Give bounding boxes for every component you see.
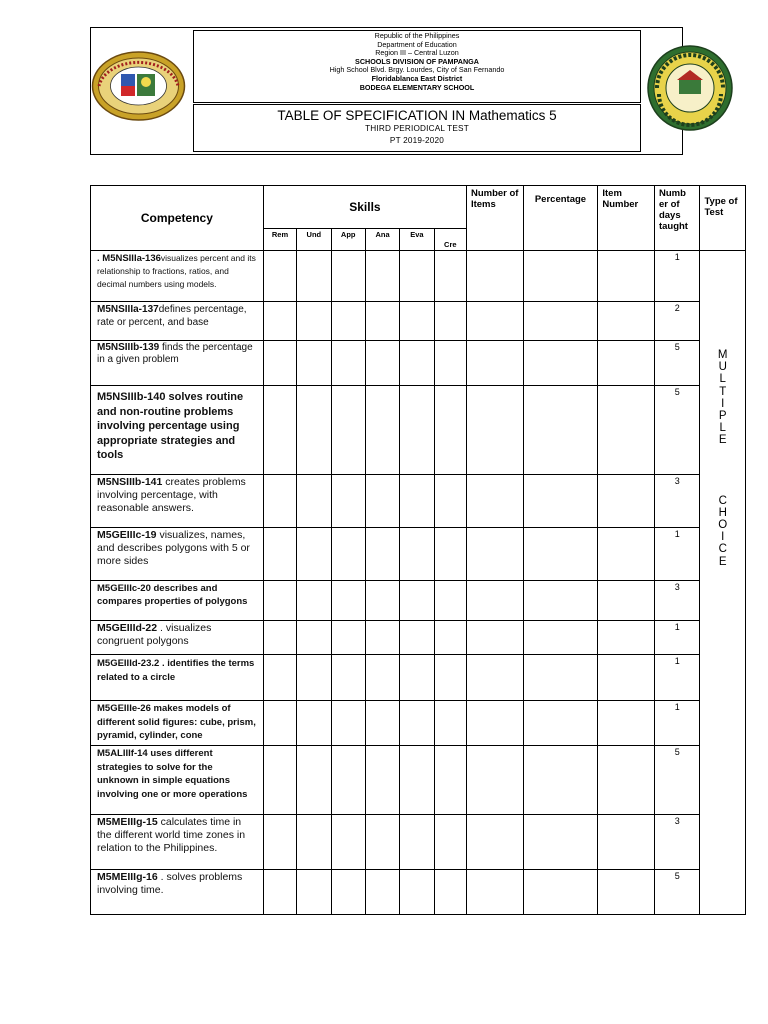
competency-code: M5MEIIIg-15 [97, 816, 158, 828]
competency-cell [91, 251, 264, 302]
competency-text: defines percentage, rate or percent, and base [97, 304, 247, 328]
table-row [91, 302, 746, 341]
type-letter: P [718, 410, 727, 423]
days-cell: 5 [654, 341, 699, 386]
competency-text: . visualizes congruent polygons [97, 622, 212, 647]
table-row [91, 475, 746, 528]
table-row [91, 870, 746, 915]
test-period: PT 2019-2020 [389, 136, 445, 145]
days-taught-header: Numb er of days taught [654, 186, 699, 251]
table-row [91, 746, 746, 815]
competency-text: makes models of different solid figures: cube, prism, pyramid, cylinder, cone [97, 703, 256, 741]
school-seal-logo [645, 44, 735, 132]
competency-cell [91, 581, 264, 621]
table-row [91, 581, 746, 621]
competency-cell [91, 341, 264, 386]
division-address: High School Blvd. Brgy. Lourdes, City of San Fernando [329, 65, 505, 75]
type-letter: C [718, 494, 727, 507]
type-letter: O [718, 519, 728, 532]
skill-eva-header: Eva [400, 229, 434, 251]
test-subtitle: THIRD PERIODICAL TEST [365, 124, 469, 133]
days-cell: 1 [654, 621, 699, 655]
header-line: Region III – Central Luzon [375, 48, 459, 58]
type-letter: T [719, 385, 727, 398]
table-row [91, 386, 746, 475]
specification-table [90, 185, 746, 915]
competency-code: M5GEIIIe-26 [97, 703, 151, 714]
days-cell: 5 [654, 386, 699, 475]
skill-rem-header: Rem [263, 229, 296, 251]
competency-code: M5NSIIIb-141 [97, 476, 163, 488]
table-row [91, 251, 746, 302]
competency-text: calculates time in the different world time zones in relation to the Philippines. [97, 816, 246, 854]
competency-cell [91, 655, 264, 701]
competency-cell [91, 302, 264, 341]
table-row [91, 701, 746, 746]
percentage-header: Percentage [523, 186, 598, 251]
competency-code: M5NSIIIa-137 [97, 304, 159, 315]
type-letter: L [719, 373, 726, 386]
institution-header [193, 30, 641, 103]
type-letter: L [719, 422, 726, 435]
competency-cell [91, 701, 264, 746]
type-letter: M [717, 349, 728, 361]
skills-header: Skills [263, 186, 466, 229]
competency-code: M5GEIIId-22 [97, 622, 158, 634]
skill-ana-header: Ana [365, 229, 399, 251]
competency-cell [91, 475, 264, 528]
competency-code: M5NSIIIb-140 [97, 391, 166, 403]
competency-code: M5GEIIId-23.2 [97, 658, 160, 669]
competency-text: solves routine and non-routine problems involving percentage using appropriate strategies and tools [97, 391, 244, 461]
competency-cell [91, 621, 264, 655]
title-box [193, 104, 641, 152]
competency-code: M5GEIIIc-20 [97, 583, 151, 594]
days-cell: 2 [654, 302, 699, 341]
skill-cre-header: Cre [434, 229, 466, 251]
type-letter: I [721, 397, 725, 410]
type-of-test-cell [700, 251, 746, 915]
type-letter: E [718, 555, 727, 568]
page-title: TABLE OF SPECIFICATION IN Mathematics 5 [277, 108, 557, 123]
type-letter: H [718, 506, 727, 519]
competency-header: Competency [91, 186, 264, 251]
days-cell: 3 [654, 815, 699, 870]
school-name: BODEGA ELEMENTARY SCHOOL [359, 82, 475, 92]
competency-cell [91, 528, 264, 581]
competency-text: visualizes, names, and describes polygons with 5 or more sides [97, 529, 250, 567]
type-of-test-header: Type of Test [700, 186, 746, 251]
days-cell: 5 [654, 746, 699, 815]
competency-code: M5GEIIIc-19 [97, 529, 157, 541]
competency-code: M5MEIIIg-16 [97, 871, 158, 883]
competency-cell [91, 815, 264, 870]
days-cell: 5 [654, 870, 699, 915]
days-cell: 3 [654, 475, 699, 528]
type-letter: E [718, 434, 727, 447]
number-of-items-header: Number of Items [466, 186, 523, 251]
competency-cell [91, 746, 264, 815]
competency-text: finds the percentage in a given problem [97, 342, 253, 365]
competency-text: creates problems involving percentage, with reasonable answers. [97, 476, 246, 514]
type-letter: I [721, 531, 725, 544]
table-row [91, 621, 746, 655]
competency-text: visualizes percent and its relationship to fractions, ratios, and decimal numbers using models. [97, 253, 256, 289]
days-cell: 1 [654, 528, 699, 581]
table-row [91, 341, 746, 386]
competency-cell [91, 386, 264, 475]
competency-code: . M5NSIIIa-136 [97, 253, 161, 264]
table-row [91, 655, 746, 701]
days-cell: 3 [654, 581, 699, 621]
competency-code: M5NSIIIb-139 [97, 342, 160, 353]
competency-code: M5ALIIIf-14 [97, 748, 148, 759]
type-letter: U [718, 361, 727, 374]
table-row [91, 528, 746, 581]
competency-text: . solves problems involving time. [97, 871, 243, 896]
competency-text: . identifies the terms related to a circle [97, 658, 255, 683]
skill-app-header: App [331, 229, 365, 251]
type-letter: C [718, 543, 727, 556]
division-name: SCHOOLS DIVISION OF PAMPANGA [355, 56, 479, 66]
days-cell: 1 [654, 701, 699, 746]
days-cell: 1 [654, 251, 699, 302]
competency-text: uses different strategies to solve for the unknown in simple equations involving one or more operations [97, 748, 248, 800]
days-cell: 1 [654, 655, 699, 701]
skill-und-header: Und [297, 229, 331, 251]
competency-text: describes and compares properties of polygons [97, 583, 248, 607]
deped-seal-logo [91, 50, 186, 122]
district-name: Floridablanca East District [371, 73, 463, 83]
competency-cell [91, 870, 264, 915]
header-line: Republic of the Philippines [374, 31, 460, 40]
table-row [91, 815, 746, 870]
header-line: Department of Education [377, 39, 457, 49]
item-number-header: Item Number [598, 186, 655, 251]
